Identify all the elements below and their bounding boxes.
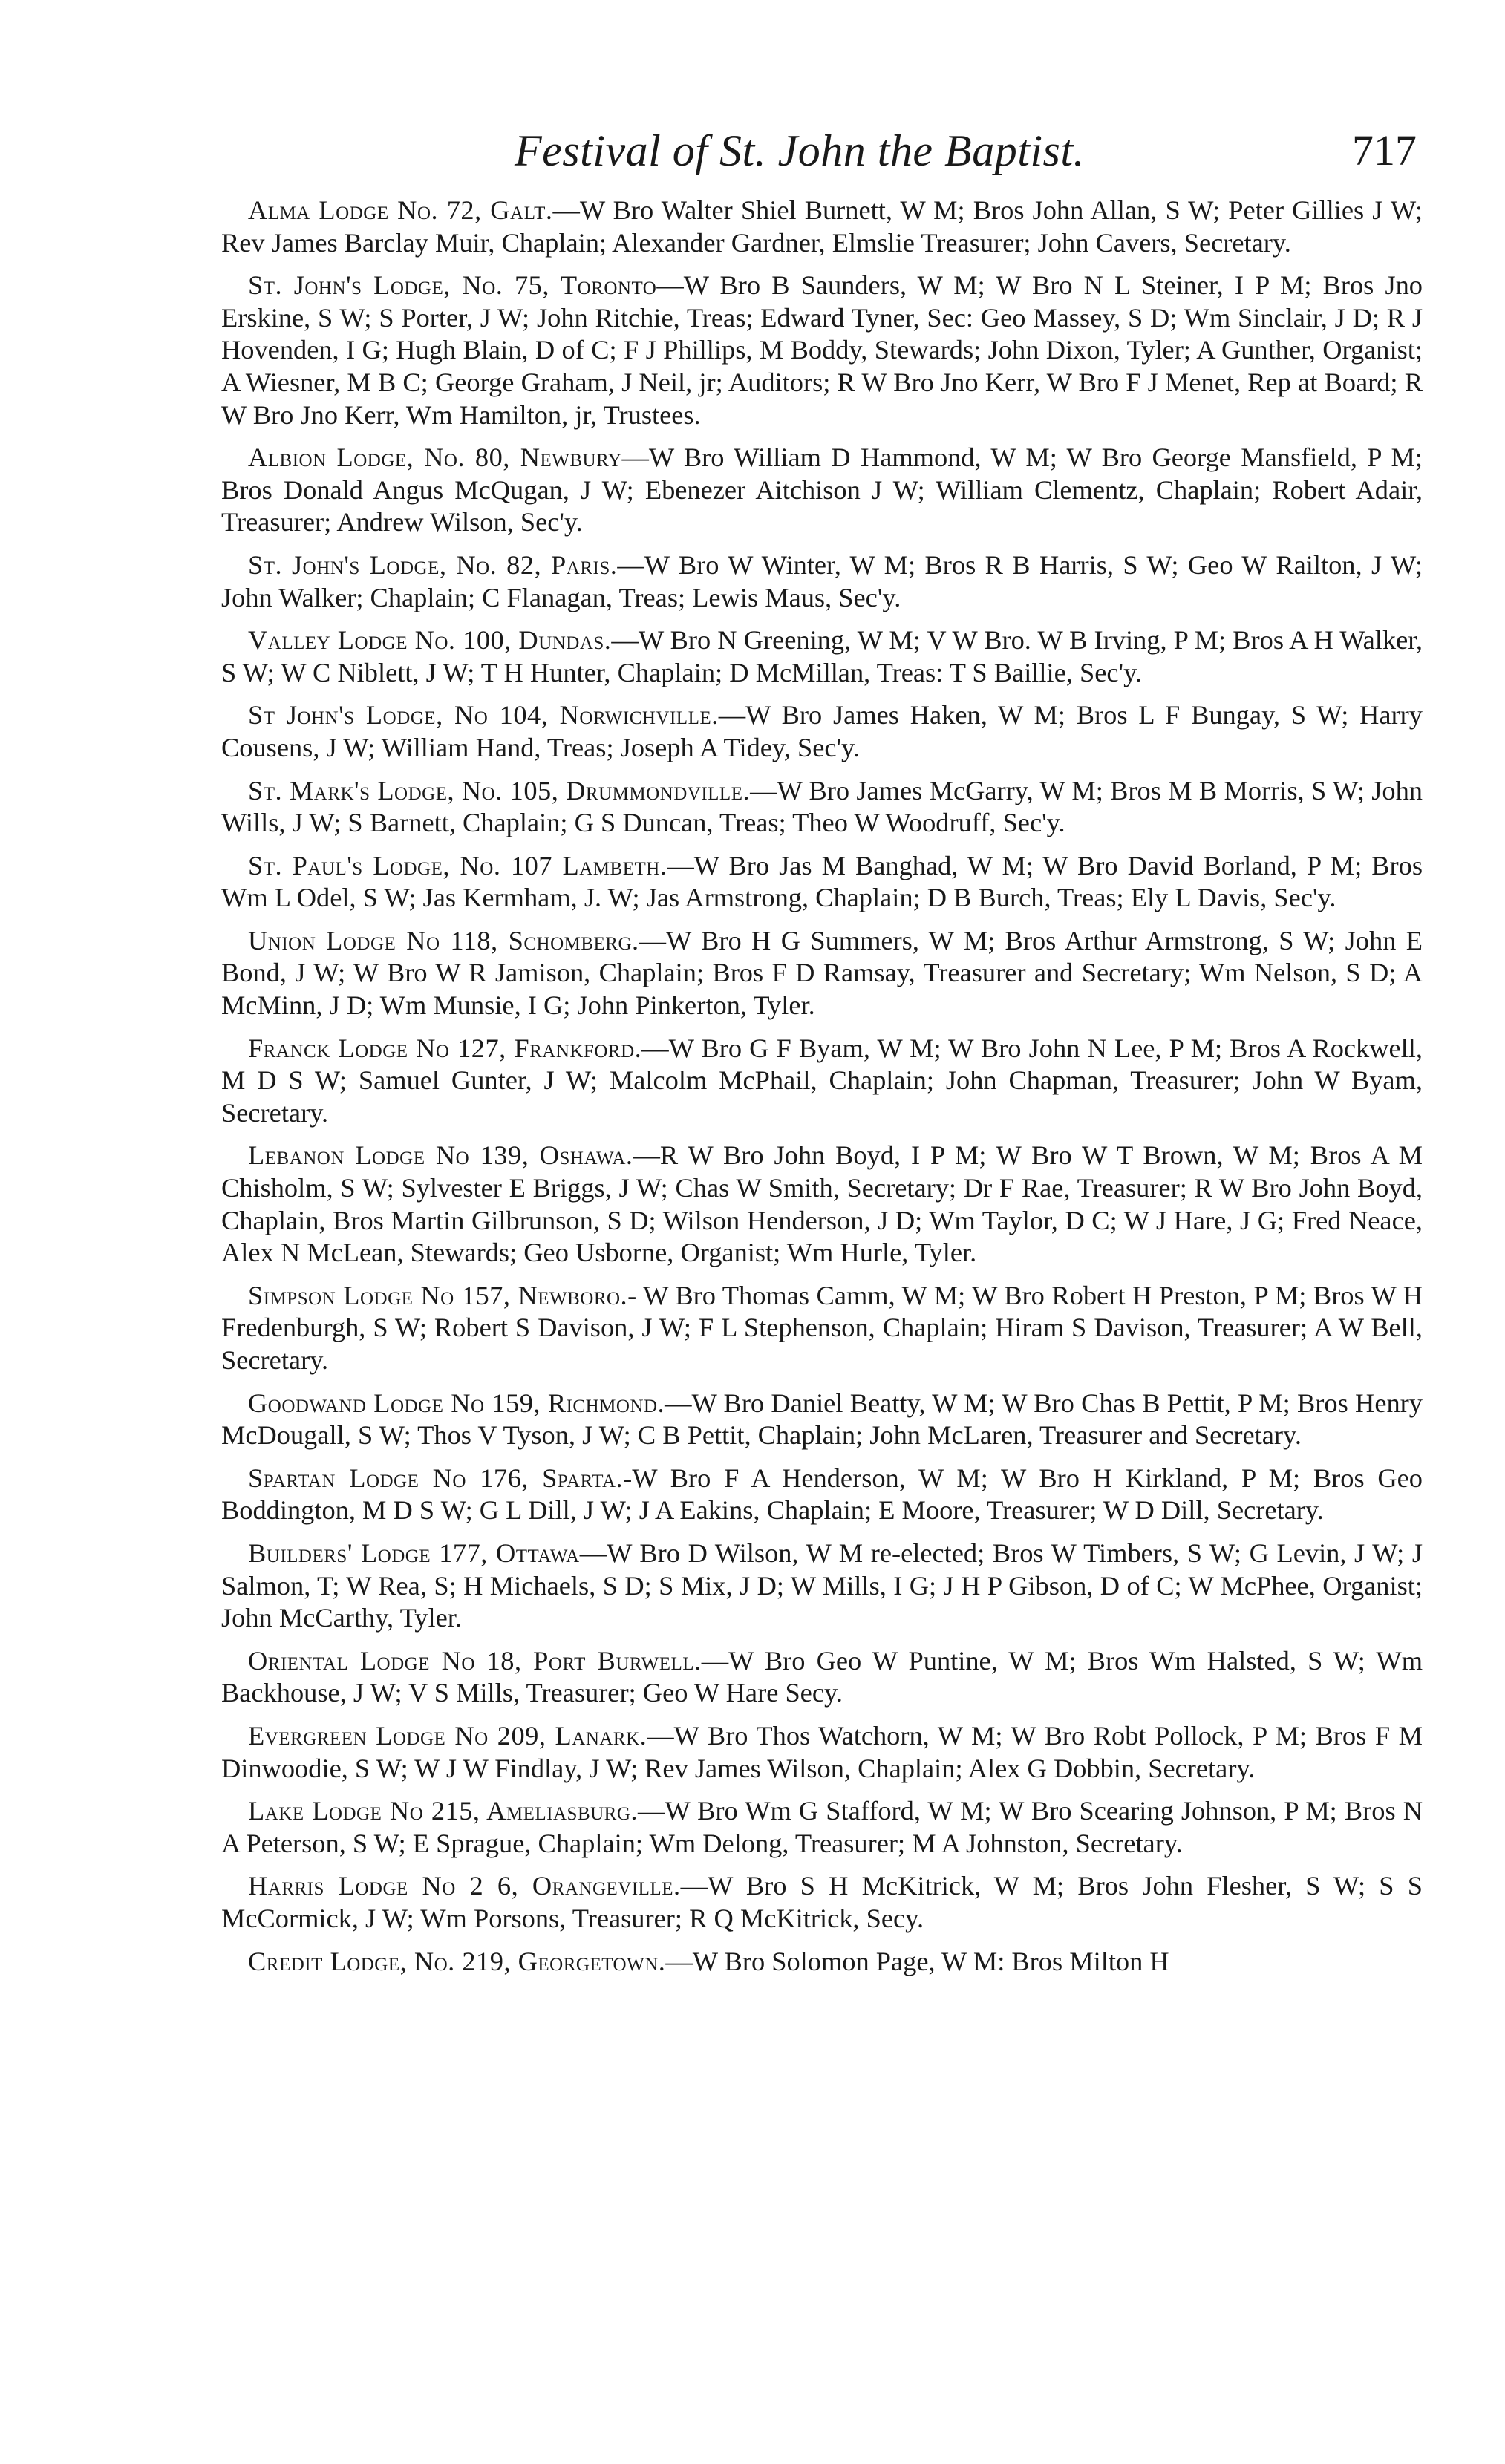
lodge-entry bbox=[221, 699, 1423, 764]
lodge-name: Alma Lodge No. 72, Galt. bbox=[248, 195, 553, 225]
lodge-name: Lebanon Lodge No 139, Oshawa. bbox=[248, 1140, 633, 1171]
lodge-officers: —W Bro Walter Shiel Burnett, W M; Bros John Allan, S W; Peter Gillies J W; Rev James Barclay Muir, Chaplain; Alexander Gardner, Elmslie Treasurer; John Cavers, Secretary. bbox=[221, 195, 1423, 258]
lodge-officers: —W Bro James McGarry, W M; Bros M B Morris, S W; John Wills, J W; S Barnett, Chaplain; G S Duncan, Treas; Theo W Woodruff, Sec'y. bbox=[221, 775, 1423, 838]
lodge-officers: —W Bro D Wilson, W M re-elected; Bros W Timbers, S W; G Levin, J W; J Salmon, T; W Rea, S; H Michaels, S D; S Mix, J D; W Mills, I G; J H P Gibson, D of C; W McPhee, Organist; John McCarthy, Tyler. bbox=[221, 1537, 1423, 1633]
lodge-name: Oriental Lodge No 18, Port Burwell. bbox=[248, 1645, 702, 1676]
lodge-officers: —W Bro Solomon Page, W M: Bros Milton H bbox=[665, 1946, 1169, 1976]
lodge-entry bbox=[221, 1870, 1423, 1935]
lodge-name: Union Lodge No 118, Schomberg. bbox=[248, 925, 639, 955]
lodge-officers: —W Bro N Greening, W M; V W Bro. W B Irving, P M; Bros A H Walker, S W; W C Niblett, J W; T H Hunter, Chaplain; D McMillan, Treas: T S Baillie, Sec'y. bbox=[221, 625, 1423, 687]
lodge-entry bbox=[221, 850, 1423, 915]
page-header bbox=[221, 125, 1417, 177]
lodge-entry bbox=[221, 1795, 1423, 1860]
lodge-name: Credit Lodge, No. 219, Georgetown. bbox=[248, 1946, 666, 1976]
page-number: 717 bbox=[1352, 126, 1417, 174]
lodge-name: St John's Lodge, No 104, Norwichville. bbox=[248, 700, 719, 731]
lodge-name: Valley Lodge No. 100, Dundas. bbox=[248, 625, 612, 656]
lodge-officers: —W Bro S H McKitrick, W M; Bros John Flesher, S W; S S McCormick, J W; Wm Porsons, Treasurer; R Q McKitrick, Secy. bbox=[221, 1871, 1423, 1933]
lodge-officers: —W Bro Jas M Banghad, W M; W Bro David Borland, P M; Bros Wm L Odel, S W; Jas Kermham, J. W; Jas Armstrong, Chaplain; D B Burch, Treas; Ely L Davis, Sec'y. bbox=[221, 850, 1423, 913]
lodge-entry bbox=[221, 775, 1423, 840]
lodge-name: Lake Lodge No 215, Ameliasburg. bbox=[248, 1796, 638, 1826]
lodge-entries bbox=[221, 195, 1423, 1988]
lodge-entry bbox=[221, 269, 1423, 431]
lodge-entry bbox=[221, 1388, 1423, 1452]
lodge-entry bbox=[221, 549, 1423, 614]
lodge-name: St. John's Lodge, No. 82, Paris. bbox=[248, 549, 618, 580]
running-title: Festival of St. John the Baptist. bbox=[515, 126, 1086, 175]
lodge-officers: —W Bro Wm G Stafford, W M; W Bro Scearing Johnson, P M; Bros N A Peterson, S W; E Sprague, Chaplain; Wm Delong, Treasurer; M A Johnston, Secretary. bbox=[221, 1796, 1423, 1858]
lodge-entry bbox=[221, 925, 1423, 1022]
lodge-officers: —W Bro Thos Watchorn, W M; W Bro Robt Pollock, P M; Bros F M Dinwoodie, S W; W J W Findlay, J W; Rev James Wilson, Chaplain; Alex G Dobbin, Secretary. bbox=[221, 1720, 1423, 1783]
lodge-officers: —W Bro William D Hammond, W M; W Bro George Mansfield, P M; Bros Donald Angus McQugan, J W; Ebenezer Aitchison J W; William Clementz, Chaplain; Robert Adair, Treasurer; Andrew Wilson, Sec'y. bbox=[221, 442, 1423, 537]
lodge-entry bbox=[221, 1280, 1423, 1377]
lodge-officers: —W Bro Daniel Beatty, W M; W Bro Chas B Pettit, P M; Bros Henry McDougall, S W; Thos V Tyson, J W; C B Pettit, Chaplain; John McLaren, Treasurer and Secretary. bbox=[221, 1388, 1423, 1451]
lodge-entry bbox=[221, 1645, 1423, 1710]
lodge-officers: —W Bro W Winter, W M; Bros R B Harris, S W; Geo W Railton, J W; John Walker; Chaplain; C Flanagan, Treas; Lewis Maus, Sec'y. bbox=[221, 549, 1423, 612]
lodge-name: Franck Lodge No 127, Frankford. bbox=[248, 1033, 642, 1063]
lodge-name: Builders' Lodge 177, Ottawa bbox=[248, 1537, 580, 1568]
lodge-entry bbox=[221, 195, 1423, 259]
lodge-entry bbox=[221, 624, 1423, 689]
lodge-officers: —R W Bro John Boyd, I P M; W Bro W T Brown, W M; Bros A M Chisholm, S W; Sylvester E Briggs, J W; Chas W Smith, Secretary; Dr F Rae, Treasurer; R W Bro John Boyd, Chaplain, Bros Martin Gilbrunson, S D; Wilson Henderson, J D; Wm Taylor, D C; W J Hare, J G; Fred Neace, Alex N McLean, Stewards; Geo Usborne, Organist; Wm Hurle, Tyler. bbox=[221, 1140, 1423, 1268]
lodge-entry bbox=[221, 1033, 1423, 1130]
lodge-name: Albion Lodge, No. 80, Newbury bbox=[248, 442, 622, 473]
lodge-entry bbox=[221, 1946, 1423, 1978]
lodge-name: Simpson Lodge No 157, Newboro. bbox=[248, 1280, 628, 1310]
lodge-entry bbox=[221, 1140, 1423, 1269]
lodge-officers: —W Bro James Haken, W M; Bros L F Bungay, S W; Harry Cousens, J W; William Hand, Treas; Joseph A Tidey, Sec'y. bbox=[221, 700, 1423, 762]
lodge-name: Spartan Lodge No 176, Sparta. bbox=[248, 1463, 624, 1493]
lodge-officers: —W Bro B Saunders, W M; W Bro N L Steiner, I P M; Bros Jno Erskine, S W; S Porter, J W; John Ritchie, Treas; Edward Tyner, Sec: Geo Massey, S D; Wm Sinclair, J D; R J Hovenden, I G; Hugh Blain, D of C; F J Phillips, M Boddy, Stewards; John Dixon, Tyler; A Gunther, Organist; A Wiesner, M B C; George Graham, J Neil, jr; Auditors; R W Bro Jno Kerr, W Bro F J Menet, Rep at Board; R W Bro Jno Kerr, Wm Hamilton, jr, Trustees. bbox=[221, 270, 1423, 430]
lodge-officers: -W Bro F A Henderson, W M; W Bro H Kirkland, P M; Bros Geo Boddington, M D S W; G L Dill, J W; J A Eakins, Chaplain; E Moore, Treasurer; W D Dill, Secretary. bbox=[221, 1463, 1423, 1526]
lodge-name: Evergreen Lodge No 209, Lanark. bbox=[248, 1720, 647, 1751]
lodge-entry bbox=[221, 1463, 1423, 1527]
lodge-entry bbox=[221, 1720, 1423, 1785]
lodge-officers: - W Bro Thomas Camm, W M; W Bro Robert H Preston, P M; Bros W H Fredenburgh, S W; Robert S Davison, J W; F L Stephenson, Chaplain; Hiram S Davison, Treasurer; A W Bell, Secretary. bbox=[221, 1280, 1423, 1375]
lodge-entry bbox=[221, 442, 1423, 539]
lodge-entry bbox=[221, 1537, 1423, 1635]
lodge-officers: —W Bro Geo W Puntine, W M; Bros Wm Halsted, S W; Wm Backhouse, J W; V S Mills, Treasurer; Geo W Hare Secy. bbox=[221, 1645, 1423, 1708]
lodge-name: St. Mark's Lodge, No. 105, Drummondville. bbox=[248, 775, 751, 805]
lodge-officers: —W Bro G F Byam, W M; W Bro John N Lee, P M; Bros A Rockwell, M D S W; Samuel Gunter, J W; Malcolm McPhail, Chaplain; John Chapman, Treasurer; John W Byam, Secretary. bbox=[221, 1033, 1423, 1128]
lodge-name: Harris Lodge No 2 6, Orangeville. bbox=[248, 1871, 681, 1901]
lodge-name: St. Paul's Lodge, No. 107 Lambeth. bbox=[248, 850, 667, 880]
lodge-name: Goodwand Lodge No 159, Richmond. bbox=[248, 1388, 665, 1418]
lodge-name: St. John's Lodge, No. 75, Toronto bbox=[248, 270, 657, 301]
lodge-officers: —W Bro H G Summers, W M; Bros Arthur Armstrong, S W; John E Bond, J W; W Bro W R Jamison, Chaplain; Bros F D Ramsay, Treasurer and Secretary; Wm Nelson, S D; A McMinn, J D; Wm Munsie, I G; John Pinkerton, Tyler. bbox=[221, 925, 1423, 1021]
